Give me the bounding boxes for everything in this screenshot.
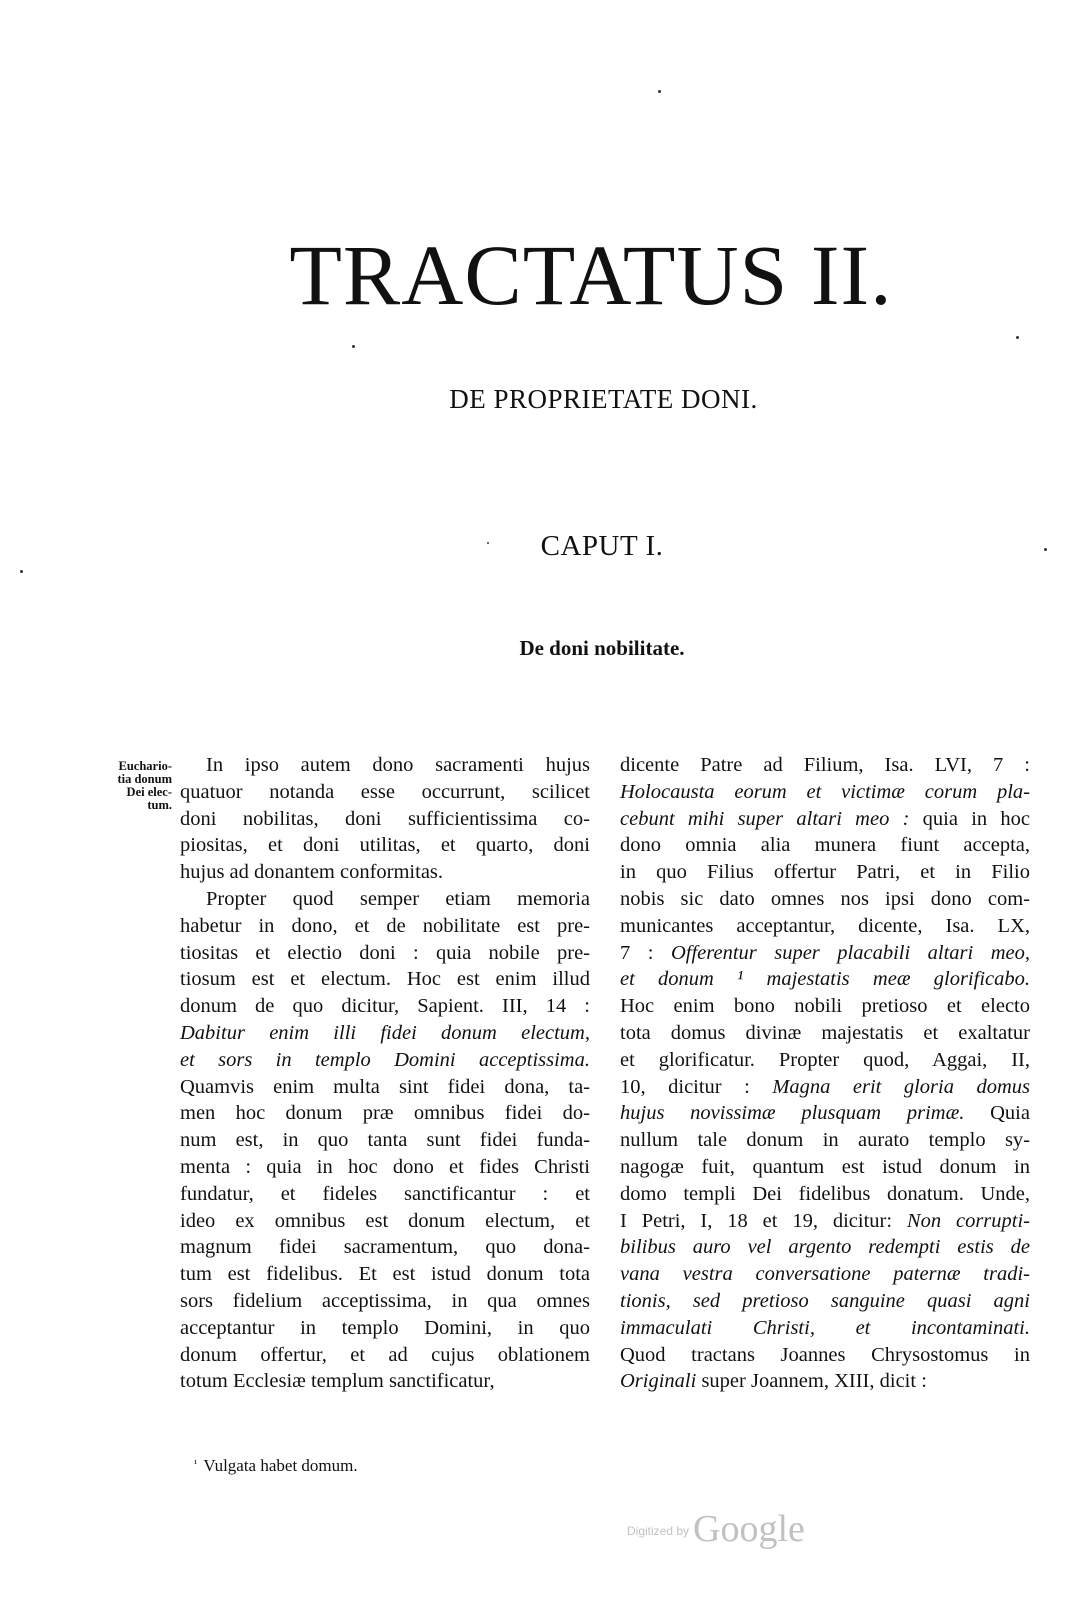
text-line: dicente Patre ad Filium, Isa. LVI, 7 : bbox=[620, 754, 1030, 776]
text-line: Quod tractans Joannes Chrysostomus in bbox=[620, 1343, 1030, 1366]
print-speck bbox=[658, 90, 661, 93]
footnote-text: Vulgata habet domum. bbox=[203, 1456, 358, 1475]
text-line: bilibus auro vel argento redempti estis de bbox=[620, 1236, 1030, 1259]
footnote-marker: ¹ bbox=[194, 1458, 198, 1470]
text-line: fundatur, et fideles sanctificantur : et bbox=[180, 1182, 590, 1205]
margin-note-line: tia donum bbox=[117, 772, 172, 786]
text-line: 7 : Offerentur super placabili altari meo, bbox=[620, 941, 1031, 964]
print-speck bbox=[1044, 548, 1047, 551]
text-line: immaculati Christi, et incontaminati. bbox=[620, 1316, 1030, 1339]
footnote bbox=[194, 1456, 358, 1476]
text-line: municantes acceptantur, dicente, Isa. LX, bbox=[620, 914, 1030, 937]
treatise-title: TRACTATUS II. bbox=[289, 227, 893, 323]
text-line: Propter quod semper etiam memoria bbox=[206, 887, 590, 910]
margin-note-line: Dei elec- bbox=[126, 785, 172, 799]
left-text-column bbox=[180, 752, 590, 1395]
print-speck bbox=[487, 542, 489, 544]
text-line: 10, dicitur : Magna erit gloria domus bbox=[620, 1075, 1030, 1098]
text-line: et glorificatur. Propter quod, Aggai, II, bbox=[620, 1048, 1030, 1071]
digitized-watermark bbox=[627, 1502, 847, 1548]
print-speck bbox=[20, 570, 23, 573]
text-line: tota domus divinæ majestatis et exaltatur bbox=[620, 1021, 1030, 1044]
chapter-heading: CAPUT I. bbox=[540, 530, 664, 562]
text-line: donum offertur, et ad cujus oblationem bbox=[180, 1343, 590, 1366]
text-line: cebunt mihi super altari meo : quia in hoc bbox=[620, 807, 1030, 830]
text-line: menta : quia in hoc dono et fides Christi bbox=[180, 1155, 590, 1178]
treatise-subtitle: DE PROPRIETATE DONI. bbox=[449, 384, 758, 414]
margin-note-line: Euchario- bbox=[118, 759, 172, 773]
text-line: et sors in templo Domini acceptissima. bbox=[180, 1048, 590, 1071]
text-line: Originali super Joannem, XIII, dicit : bbox=[620, 1370, 927, 1393]
right-text-column bbox=[620, 752, 1030, 1395]
text-line: hujus ad donantem conformitas. bbox=[180, 861, 444, 884]
watermark-caption: Digitized by bbox=[627, 1524, 690, 1538]
text-line: quatuor notanda esse occurrunt, scilicet bbox=[180, 780, 590, 803]
text-line: Hoc enim bono nobili pretioso et electo bbox=[620, 995, 1030, 1018]
text-line: dono omnia alia munera fiunt accepta, bbox=[620, 834, 1030, 857]
text-line: tiositas et electio doni : quia nobile pre- bbox=[180, 941, 590, 964]
text-line: vana vestra conversatione paternæ tradi- bbox=[620, 1263, 1030, 1286]
text-line: I Petri, I, 18 et 19, dicitur: Non corrupti- bbox=[620, 1209, 1030, 1232]
text-line: domo templi Dei fidelibus donatum. Unde, bbox=[620, 1182, 1030, 1205]
text-line: Holocausta eorum et victimæ corum pla- bbox=[620, 780, 1030, 803]
text-line: tiosum est et electum. Hoc est enim illud bbox=[180, 968, 590, 991]
text-line: tum est fidelibus. Et est istud donum tota bbox=[180, 1263, 590, 1286]
text-line: habetur in dono, et de nobilitate est pre- bbox=[180, 914, 590, 937]
text-line: Dabitur enim illi fidei donum electum, bbox=[180, 1021, 590, 1044]
text-line: nullum tale donum in aurato templo sy- bbox=[620, 1129, 1030, 1152]
text-line: sors fidelium acceptissima, in qua omnes bbox=[180, 1289, 590, 1312]
print-speck bbox=[1016, 336, 1019, 339]
text-line: et donum ¹ majestatis meæ glorificabo. bbox=[620, 968, 1030, 991]
margin-note-line: tum. bbox=[147, 798, 172, 812]
text-line: doni nobilitas, doni sufficientissima co- bbox=[180, 807, 590, 830]
text-line: Quamvis enim multa sint fidei dona, ta- bbox=[180, 1075, 590, 1098]
text-line: In ipso autem dono sacramenti hujus bbox=[206, 754, 590, 776]
text-line: donum de quo dicitur, Sapient. III, 14 : bbox=[180, 995, 590, 1018]
text-line: men hoc donum præ omnibus fidei do- bbox=[180, 1102, 590, 1125]
text-line: num est, in quo tanta sunt fidei funda- bbox=[180, 1129, 590, 1152]
chapter-rubric: De doni nobilitate. bbox=[519, 636, 685, 660]
text-line: in quo Filius offertur Patri, et in Filio bbox=[620, 861, 1030, 884]
text-line: nagogæ fuit, quantum est istud donum in bbox=[620, 1155, 1030, 1178]
text-line: totum Ecclesiæ templum sanctificatur, bbox=[180, 1370, 495, 1393]
marginal-note bbox=[82, 760, 172, 812]
text-line: ideo ex omnibus est donum electum, et bbox=[180, 1209, 590, 1232]
print-speck bbox=[352, 345, 355, 348]
text-line: magnum fidei sacramentum, quo dona- bbox=[180, 1236, 590, 1259]
text-line: tionis, sed pretioso sanguine quasi agni bbox=[620, 1289, 1030, 1312]
text-line: acceptantur in templo Domini, in quo bbox=[180, 1316, 590, 1339]
text-line: nobis sic dato omnes nos ipsi dono com- bbox=[620, 887, 1030, 910]
text-line: piositas, et doni utilitas, et quarto, doni bbox=[180, 834, 590, 857]
text-line: hujus novissimæ plusquam primæ. Quia bbox=[620, 1102, 1030, 1125]
google-logo: Google bbox=[693, 1508, 805, 1550]
